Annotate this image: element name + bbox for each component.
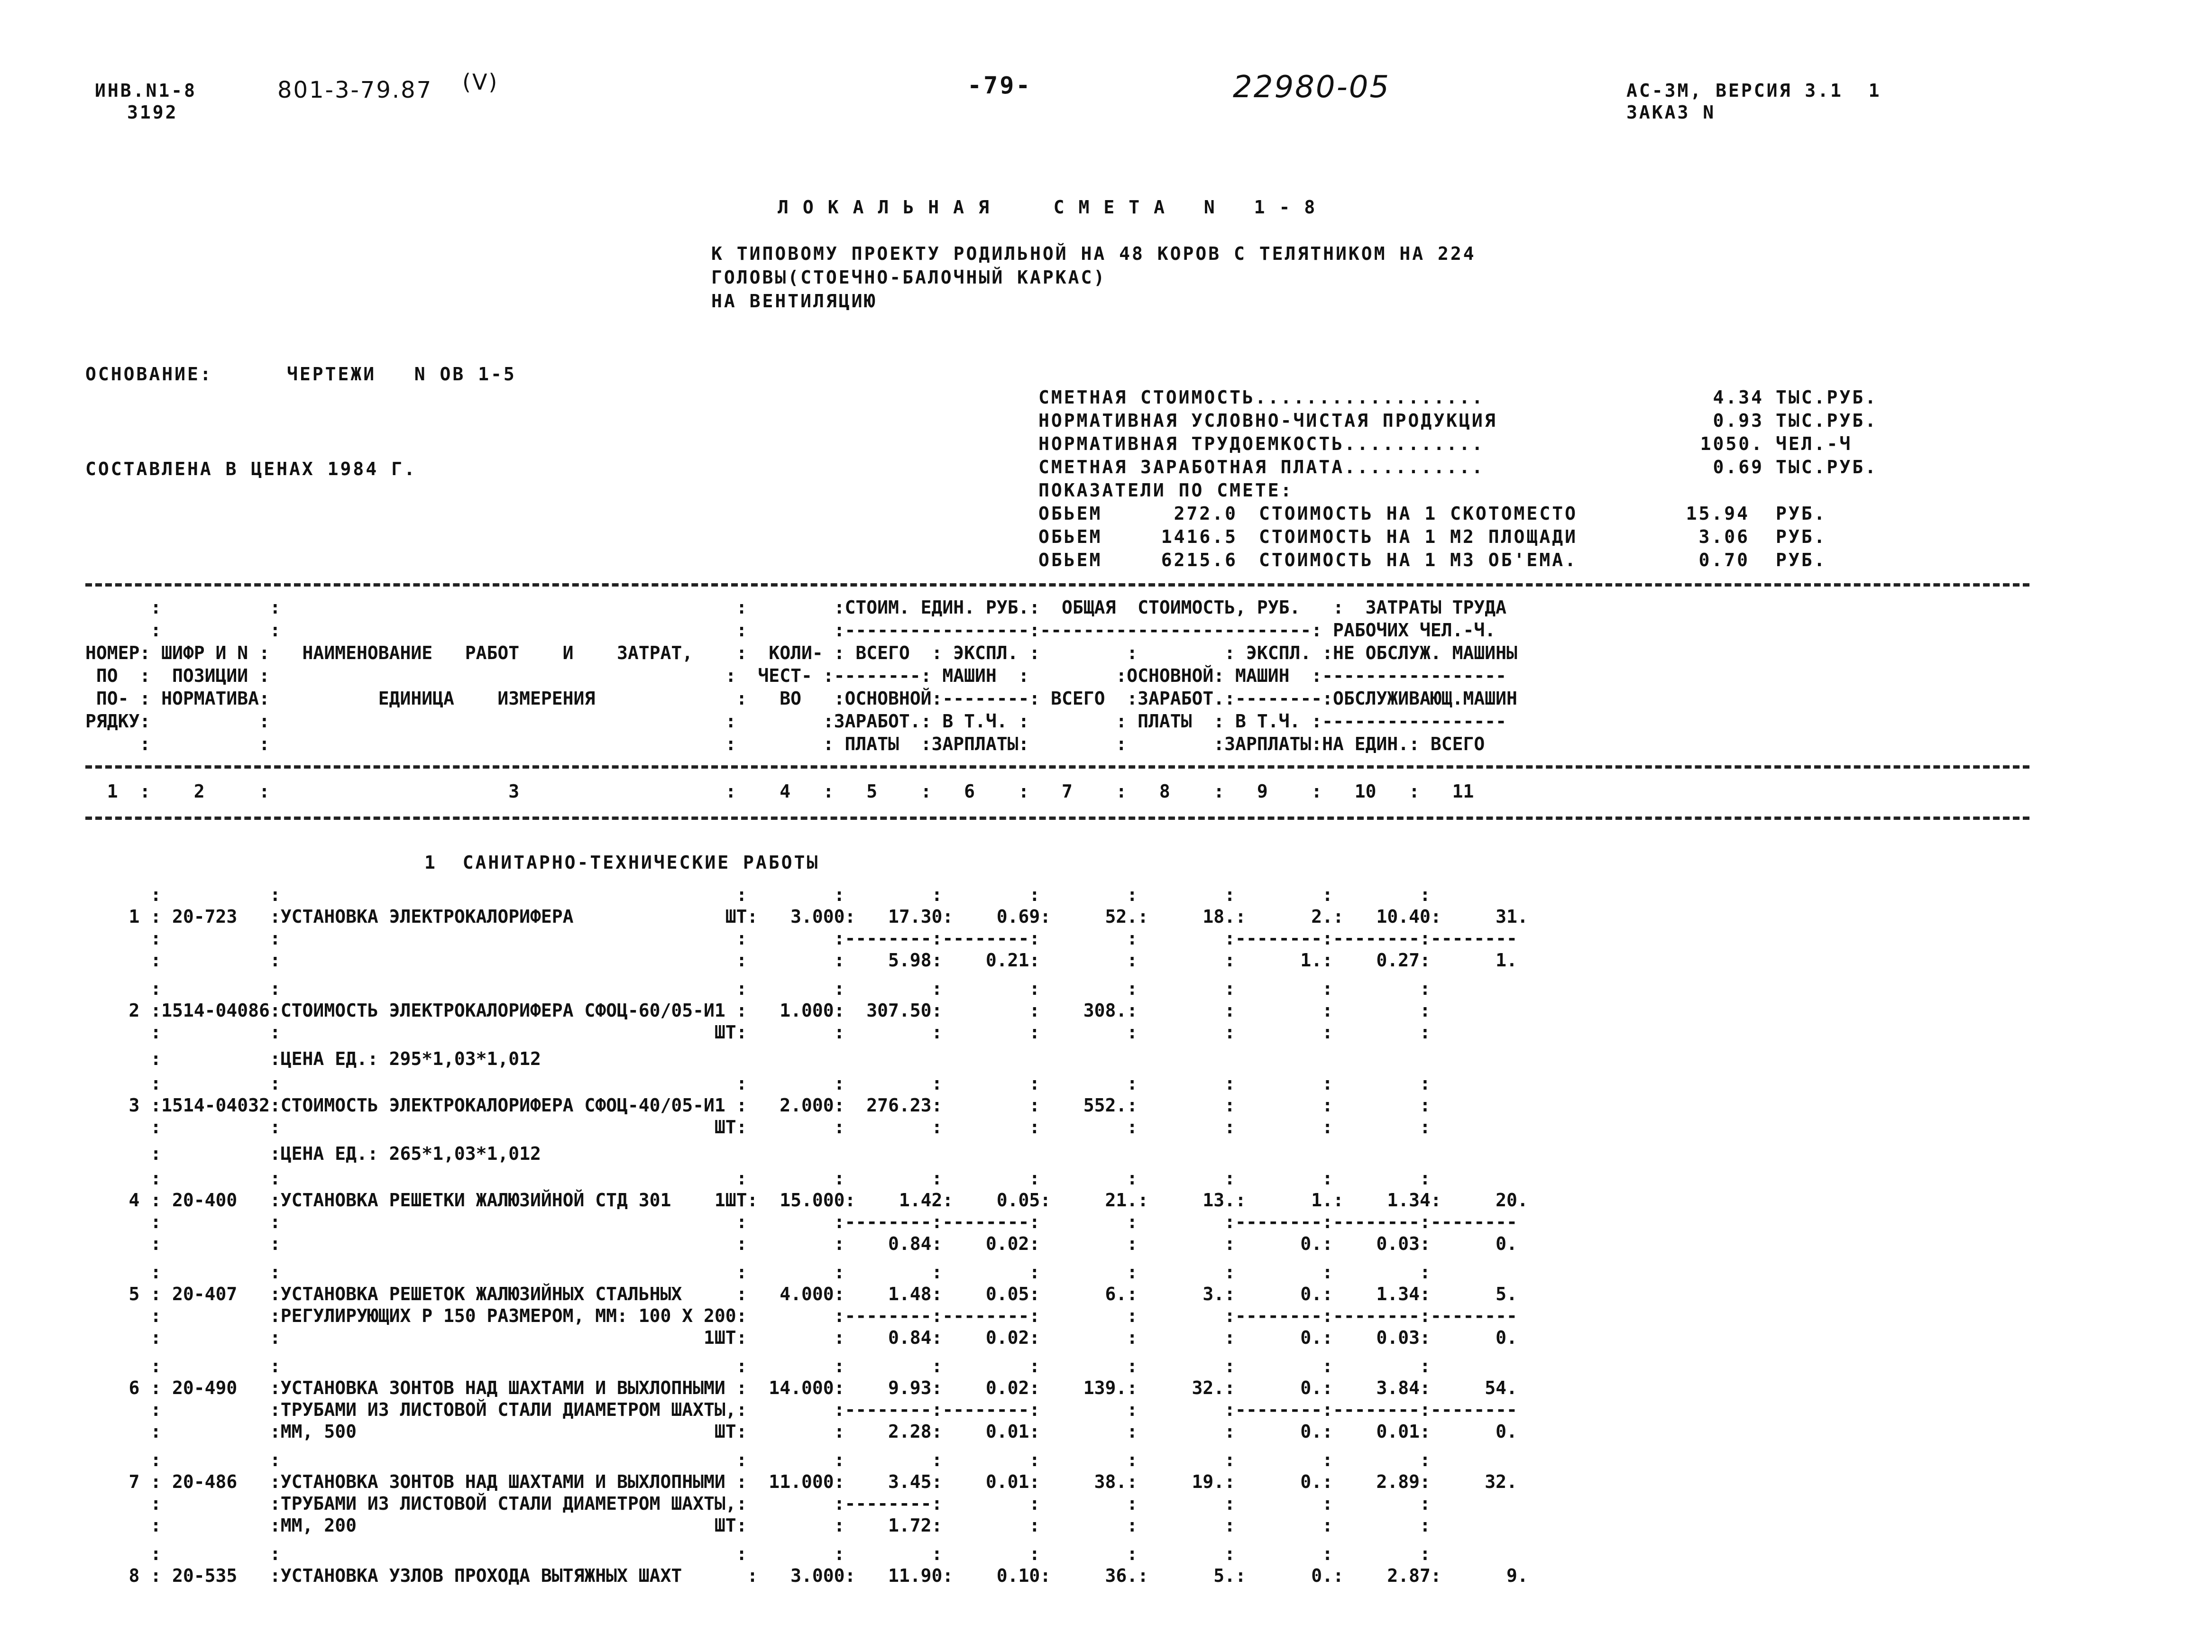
section-heading: 1 САНИТАРНО-ТЕХНИЧЕСКИЕ РАБОТЫ [424, 852, 820, 873]
header-line: ПО- : НОРМАТИВА: ЕДИНИЦА ИЗМЕРЕНИЯ : ВО :ОСНОВНОЙ:--------: ВСЕГО :ЗАРАБОТ.:--------:ОБСЛУЖИВАЮЩ.МАШИН [85, 688, 1517, 709]
basis-label: ОСНОВАНИЕ: [85, 364, 213, 385]
subtitle-line-1: К ТИПОВОМУ ПРОЕКТУ РОДИЛЬНОЙ НА 48 КОРОВ С ТЕЛЯТНИКОМ НА 224 [711, 243, 1476, 264]
table-row: : :ММ, 500 ШТ: : 2.28: 0.01: : : 0.: 0.01: 0. [85, 1421, 1517, 1442]
indicator-name: ОБЬЕМ [1038, 550, 1102, 570]
table-row: : : : :--------:--------: : :--------:--------:-------- [85, 928, 1517, 949]
estimate-title: ЛОКАЛЬНАЯ СМЕТА N 1-8 [778, 197, 1330, 218]
summary-value: 0.69 [1713, 457, 1764, 477]
table-row: : :ЦЕНА ЕД.: 295*1,03*1,012 [85, 1048, 541, 1069]
table-row: : :ТРУБАМИ ИЗ ЛИСТОВОЙ СТАЛИ ДИАМЕТРОМ ШАХТЫ,: :--------:--------: : :--------:--------:-------- [85, 1399, 1517, 1420]
indicator-text: СТОИМОСТЬ НА 1 М2 ПЛОЩАДИ [1259, 526, 1578, 547]
table-row: : : 1ШТ: : 0.84: 0.02: : : 0.: 0.03: 0. [85, 1327, 1517, 1348]
table-row: 4 : 20-400 :УСТАНОВКА РЕШЕТКИ ЖАЛЮЗИЙНОЙ СТД 301 1ШТ: 15.000: 1.42: 0.05: 21.: 13.: 1.: 1.34: 20. [85, 1190, 1528, 1211]
table-row: : : ШТ: : : : : : : : [85, 1022, 1431, 1043]
indicator-amount: 1416.5 [1161, 526, 1238, 547]
summary-label: СМЕТНАЯ СТОИМОСТЬ.................. [1038, 387, 1485, 408]
table-row: 7 : 20-486 :УСТАНОВКА ЗОНТОВ НАД ШАХТАМИ И ВЫХЛОПНЫМИ : 11.000: 3.45: 0.01: 38.: 19.: 0.: 2.89: 32. [85, 1471, 1517, 1492]
table-row: 8 : 20-535 :УСТАНОВКА УЗЛОВ ПРОХОДА ВЫТЯЖНЫХ ШАХТ : 3.000: 11.90: 0.10: 36.: 5.: 0.: 2.87: 9. [85, 1565, 1528, 1586]
summary-unit: ТЫС.РУБ. [1776, 457, 1878, 477]
table-row: : :ТРУБАМИ ИЗ ЛИСТОВОЙ СТАЛИ ДИАМЕТРОМ ШАХТЫ,: :--------: : : : : : [85, 1493, 1431, 1514]
table-row: : :РЕГУЛИРУЮЩИХ Р 150 РАЗМЕРОМ, ММ: 100 Х 200: :--------:--------: : :--------:--------:-------- [85, 1305, 1517, 1326]
summary-label: НОРМАТИВНАЯ УСЛОВНО-ЧИСТАЯ ПРОДУКЦИЯ [1038, 410, 1497, 431]
table-top-rule [85, 583, 2029, 587]
indicator-name: ОБЬЕМ [1038, 526, 1102, 547]
table-row: : : : : : : : : : : [85, 978, 1431, 999]
header-line: : : : :-----------------:-------------------------: РАБОЧИХ ЧЕЛ.-Ч. [85, 620, 1496, 641]
table-row: : : : : : : : : : : [85, 1356, 1431, 1377]
indicator-value: 3.06 [1698, 526, 1750, 547]
header-rule [85, 765, 2029, 769]
header-line: НОМЕР: ШИФР И N : НАИМЕНОВАНИЕ РАБОТ И ЗАТРАТ, : КОЛИ- : ВСЕГО : ЭКСПЛ. : : : ЭКСПЛ. :НЕ ОБСЛУЖ. МАШИНЫ [85, 642, 1517, 663]
column-numbers-rule [85, 817, 2029, 820]
indicators-label: ПОКАЗАТЕЛИ ПО СМЕТЕ: [1038, 480, 1294, 501]
table-row: : : : : 0.84: 0.02: : : 0.: 0.03: 0. [85, 1233, 1517, 1254]
indicator-amount: 6215.6 [1161, 550, 1238, 570]
indicator-text: СТОИМОСТЬ НА 1 СКОТОМЕСТО [1259, 503, 1578, 524]
header-line: РЯДКУ: : : :ЗАРАБОТ.: В Т.Ч. : : ПЛАТЫ : В Т.Ч. :----------------- [85, 711, 1507, 732]
order-number: ЗАКАЗ N [1626, 102, 1716, 123]
document-number: 22980-05 [1233, 70, 1391, 105]
table-row: 5 : 20-407 :УСТАНОВКА РЕШЕТОК ЖАЛЮЗИЙНЫХ СТАЛЬНЫХ : 4.000: 1.48: 0.05: 6.: 3.: 0.: 1.34: 5. [85, 1284, 1517, 1304]
prices-year: СОСТАВЛЕНА В ЦЕНАХ 1984 Г. [85, 459, 417, 479]
project-suffix: (V) [462, 69, 499, 95]
project-code: 801-3-79.87 [277, 77, 433, 103]
summary-value: 1050. [1700, 433, 1764, 454]
subtitle-line-2: ГОЛОВЫ(СТОЕЧНО-БАЛОЧНЫЙ КАРКАС) [711, 267, 1107, 288]
table-row: : : : :--------:--------: : :--------:--------:-------- [85, 1211, 1517, 1232]
summary-unit: ЧЕЛ.-Ч [1776, 433, 1853, 454]
table-row: : :ЦЕНА ЕД.: 265*1,03*1,012 [85, 1143, 541, 1164]
summary-label: НОРМАТИВНАЯ ТРУДОЕМКОСТЬ........... [1038, 433, 1485, 454]
page-number: -79- [967, 72, 1032, 99]
subtitle-line-3: НА ВЕНТИЛЯЦИЮ [711, 291, 877, 312]
header-line: : : : : ПЛАТЫ :ЗАРПЛАТЫ: : :ЗАРПЛАТЫ:НА ЕДИН.: ВСЕГО [85, 734, 1485, 754]
indicator-unit: РУБ. [1776, 503, 1827, 524]
indicator-text: СТОИМОСТЬ НА 1 М3 ОБ'ЕМА. [1259, 550, 1578, 570]
inventory-number: 3192 [127, 102, 178, 123]
column-numbers: 1 : 2 : 3 : 4 : 5 : 6 : 7 : 8 : 9 : 10 : 11 [85, 781, 1474, 802]
indicator-unit: РУБ. [1776, 550, 1827, 570]
table-row: : : ШТ: : : : : : : : [85, 1117, 1431, 1138]
summary-value: 4.34 [1713, 387, 1764, 408]
header-line: : : : :СТОИМ. ЕДИН. РУБ.: ОБЩАЯ СТОИМОСТЬ, РУБ. : ЗАТРАТЫ ТРУДА [85, 597, 1507, 618]
table-row: : : : : 5.98: 0.21: : : 1.: 0.27: 1. [85, 950, 1517, 971]
table-row: 1 : 20-723 :УСТАНОВКА ЭЛЕКТРОКАЛОРИФЕРА ШТ: 3.000: 17.30: 0.69: 52.: 18.: 2.: 10.40: 31. [85, 906, 1528, 927]
table-row: : :ММ, 200 ШТ: : 1.72: : : : : : [85, 1515, 1431, 1536]
summary-label: СМЕТНАЯ ЗАРАБОТНАЯ ПЛАТА........... [1038, 457, 1485, 477]
indicator-unit: РУБ. [1776, 526, 1827, 547]
table-row: : : : : : : : : : : [85, 1450, 1431, 1470]
table-row: 6 : 20-490 :УСТАНОВКА ЗОНТОВ НАД ШАХТАМИ И ВЫХЛОПНЫМИ : 14.000: 9.93: 0.02: 139.: 32.: 0.: 3.84: 54. [85, 1377, 1517, 1398]
indicator-value: 15.94 [1686, 503, 1750, 524]
indicator-value: 0.70 [1698, 550, 1750, 570]
table-row: 2 :1514-04086:СТОИМОСТЬ ЭЛЕКТРОКАЛОРИФЕРА СФОЦ-60/05-И1 : 1.000: 307.50: : 308.: : : : [85, 1000, 1431, 1021]
indicator-name: ОБЬЕМ [1038, 503, 1102, 524]
software-version: АС-3М, ВЕРСИЯ 3.1 1 [1626, 80, 1882, 101]
summary-unit: ТЫС.РУБ. [1776, 387, 1878, 408]
table-row: : : : : : : : : : : [85, 1073, 1431, 1094]
summary-value: 0.93 [1713, 410, 1764, 431]
table-row: : : : : : : : : : : [85, 1262, 1431, 1283]
header-line: ПО : ПОЗИЦИИ : : ЧЕСТ- :--------: МАШИН : :ОСНОВНОЙ: МАШИН :----------------- [85, 665, 1507, 686]
inventory-label: ИНВ.N1-8 [95, 80, 197, 101]
summary-unit: ТЫС.РУБ. [1776, 410, 1878, 431]
basis-value: ЧЕРТЕЖИ N ОВ 1-5 [287, 364, 516, 385]
indicator-amount: 272.0 [1174, 503, 1238, 524]
table-row: 3 :1514-04032:СТОИМОСТЬ ЭЛЕКТРОКАЛОРИФЕРА СФОЦ-40/05-И1 : 2.000: 276.23: : 552.: : : : [85, 1095, 1431, 1116]
table-row: : : : : : : : : : : [85, 1543, 1431, 1564]
table-row: : : : : : : : : : : [85, 1168, 1431, 1189]
table-row: : : : : : : : : : : [85, 884, 1431, 905]
